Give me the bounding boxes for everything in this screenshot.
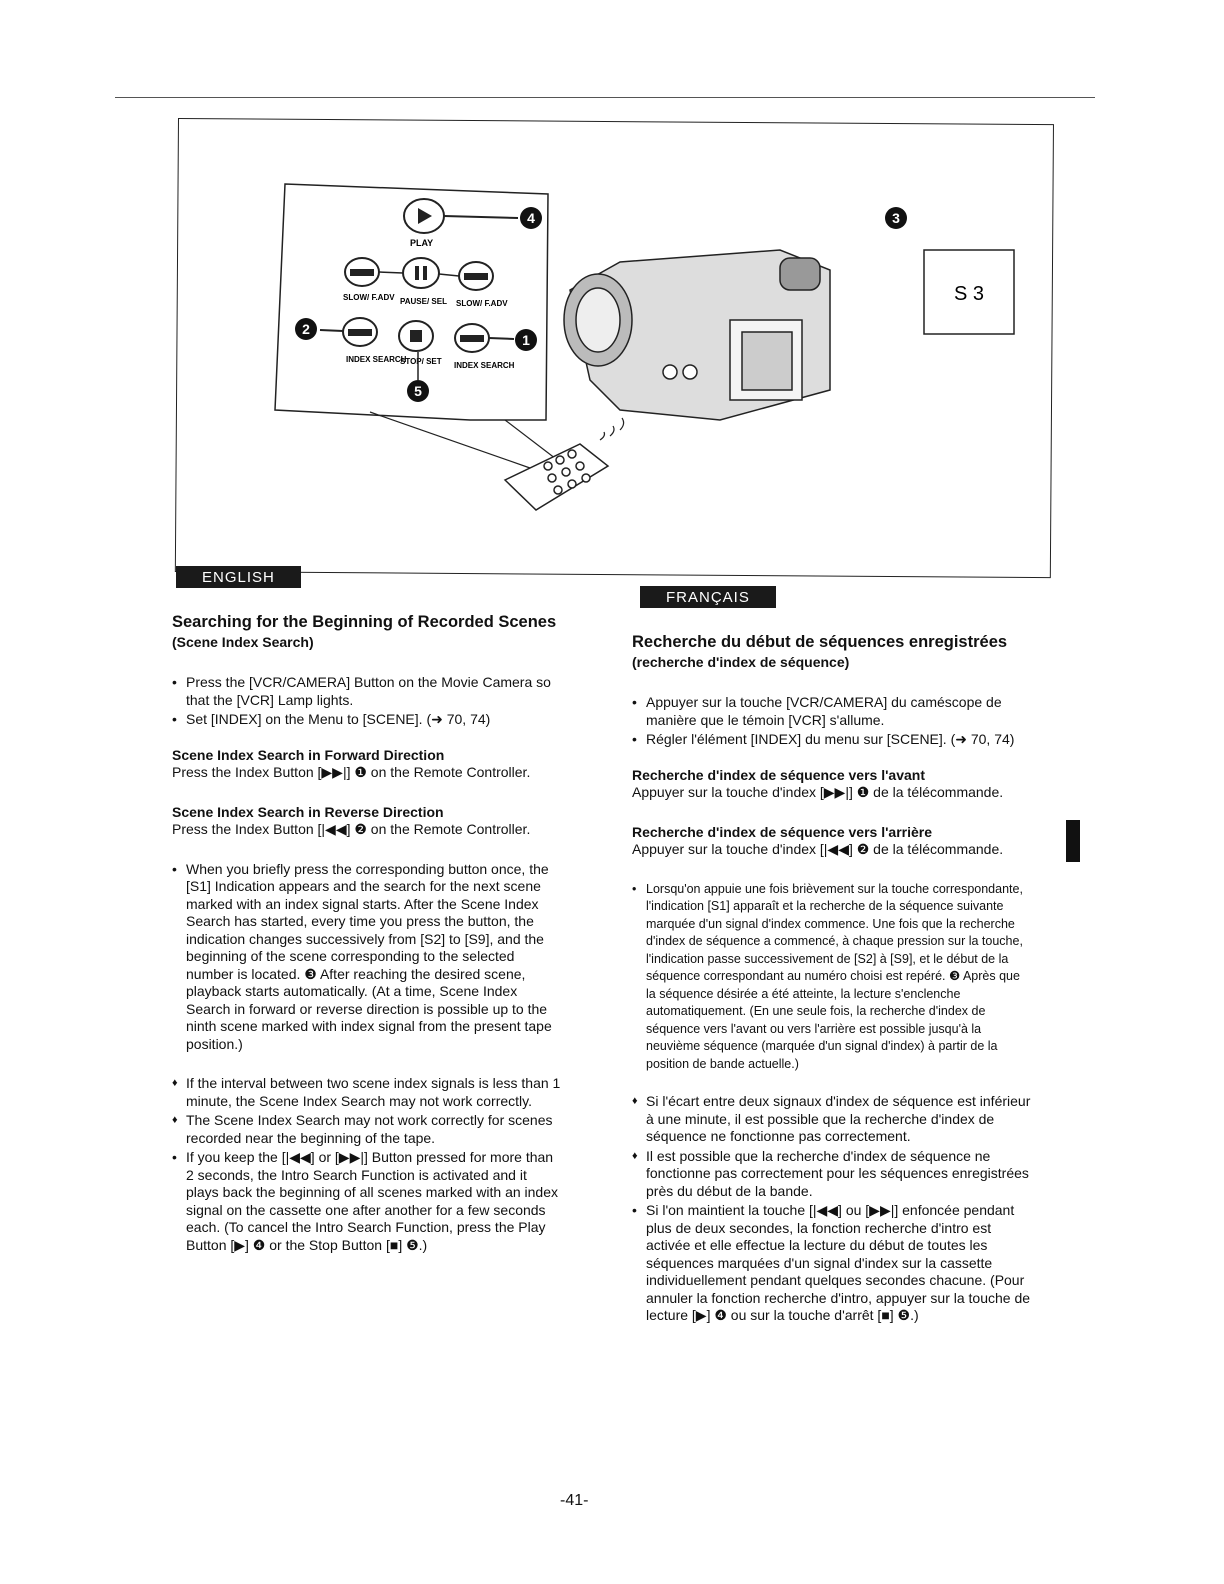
list-item: • Régler l'élément [INDEX] du menu sur [SCENE]. (➜ 70, 74) (632, 731, 1032, 749)
list-item: ♦ Il est possible que la recherche d'index de séquence ne fonctionne pas correctement pour les séquences enregistrées près du début de la bande. (632, 1148, 1032, 1201)
french-tag: FRANÇAIS (640, 586, 776, 608)
list-item: ♦ If the interval between two scene index signals is less than 1 minute, the Scene Index Search may not work correctly. (172, 1075, 562, 1110)
callout-1: 1 (522, 332, 530, 348)
list-item: • Set [INDEX] on the Menu to [SCENE]. (➜ 70, 74) (172, 711, 562, 729)
list-item: ♦ The Scene Index Search may not work correctly for scenes recorded near the beginning of the tape. (172, 1112, 562, 1147)
callout-4: 4 (527, 210, 535, 226)
pause-label: PAUSE/ SEL (400, 297, 447, 306)
french-column (632, 632, 1032, 1343)
french-forward-heading: Recherche d'index de séquence vers l'avant (632, 766, 926, 783)
list-item: • If you keep the [|◀◀] or [▶▶|] Button pressed for more than 2 seconds, the Intro Search Function is activated and it plays back the beginning of all scenes marked with an index signal on the cassette one after another for a few seconds each. (To cancel the Intro Search Function, press the Play Button [▶] ❹ or the Stop Button [■] ❺.) (172, 1149, 562, 1254)
english-bullets (172, 674, 562, 729)
callout-3: 3 (892, 210, 900, 226)
french-reverse-text: Appuyer sur la touche d'index [|◀◀] ❷ de la télécommande. (632, 841, 1004, 857)
illustration (0, 0, 1224, 580)
slow-right-label: SLOW/ F.ADV (456, 299, 508, 308)
display-indication: S 3 (953, 283, 985, 305)
english-title: Searching for the Beginning of Recorded Scenes (Scene Index Search) (172, 613, 557, 650)
english-forward-text: Press the Index Button [▶▶|] ❶ on the Remote Controller. (172, 764, 531, 780)
slow-left-label: SLOW/ F.ADV (343, 293, 395, 302)
french-bullets (632, 694, 1032, 749)
callout-2: 2 (302, 321, 310, 337)
french-note: • Lorsqu'on appuie une fois brièvement sur la touche correspondante, l'indication [S1] apparaît et la recherche de la séquence suivante marquée d'un signal d'index commence. Une fois que la recherche d'index de séquence a commencé, à chaque pression sur la touche, l'indication passe successivement de [S2] à [S9], et le début de la séquence correspondant au numéro choisi est repéré. ❸ Après que la séquence désirée a été atteinte, la lecture s'enclenche automatiquement. (En une seule fois, la recherche d'index de séquence vers l'avant ou vers l'arrière est possible jusqu'à la neuvième séquence (marquée d'un signal d'index) à partir de la position de bande actuelle.) (632, 881, 1032, 1074)
english-tag: ENGLISH (176, 566, 301, 588)
camcorder-illustration (564, 250, 830, 420)
remote-controller-illustration (505, 444, 608, 510)
english-reverse-heading: Scene Index Search in Reverse Direction (172, 803, 444, 820)
english-forward-heading: Scene Index Search in Forward Direction (172, 746, 445, 763)
french-forward-text: Appuyer sur la touche d'index [▶▶|] ❶ de la télécommande. (632, 784, 1004, 800)
english-reverse-text: Press the Index Button [|◀◀] ❷ on the Remote Controller. (172, 821, 531, 837)
callout-5: 5 (414, 383, 422, 399)
index-right-label: INDEX SEARCH (454, 361, 515, 370)
english-column (172, 612, 562, 1272)
list-item: ♦ Si l'écart entre deux signaux d'index de séquence est inférieur à une minute, il est possible que la recherche d'index de séquence ne fonctionne pas correctement. (632, 1093, 1032, 1146)
page-number: -41- (560, 1492, 589, 1509)
play-label: PLAY (410, 238, 434, 248)
index-left-label: INDEX SEARCH (346, 355, 407, 364)
list-item: • Si l'on maintient la touche [|◀◀] ou [▶▶|] enfoncée pendant plus de deux secondes, la fonction recherche d'intro est activée et elle effectue la lecture du début de toutes les séquences marquées d'un signal d'index sur la cassette individuellement pendant quelques secondes chacune. (Pour annuler la fonction recherche d'intro, appuyer sur la touche de lecture [▶] ❹ ou sur la touche d'arrêt [■] ❺.) (632, 1202, 1032, 1325)
list-item: • Appuyer sur la touche [VCR/CAMERA] du caméscope de manière que le témoin [VCR] s'allume. (632, 694, 1032, 729)
french-reverse-heading: Recherche d'index de séquence vers l'arrière (632, 823, 933, 840)
english-note: • When you briefly press the corresponding button once, the [S1] Indication appears and the search for the next scene marked with an index signal starts. After the Scene Index Search has started, every time you press the button, the indication changes successively from [S2] to [S9], and the beginning of the scene corresponding to the selected number is located. ❸ After reaching the desired scene, playback starts automatically. (At a time, Scene Index Search in forward or reverse direction is possible up to the ninth scene marked with index signal from the present tape position.) (172, 861, 562, 1054)
side-tab-marker (1066, 820, 1080, 862)
list-item: • Press the [VCR/CAMERA] Button on the Movie Camera so that the [VCR] Lamp lights. (172, 674, 562, 709)
stop-label: STOP/ SET (400, 357, 442, 366)
french-title: Recherche du début de séquences enregistrées (recherche d'index de séquence) (632, 633, 1008, 670)
